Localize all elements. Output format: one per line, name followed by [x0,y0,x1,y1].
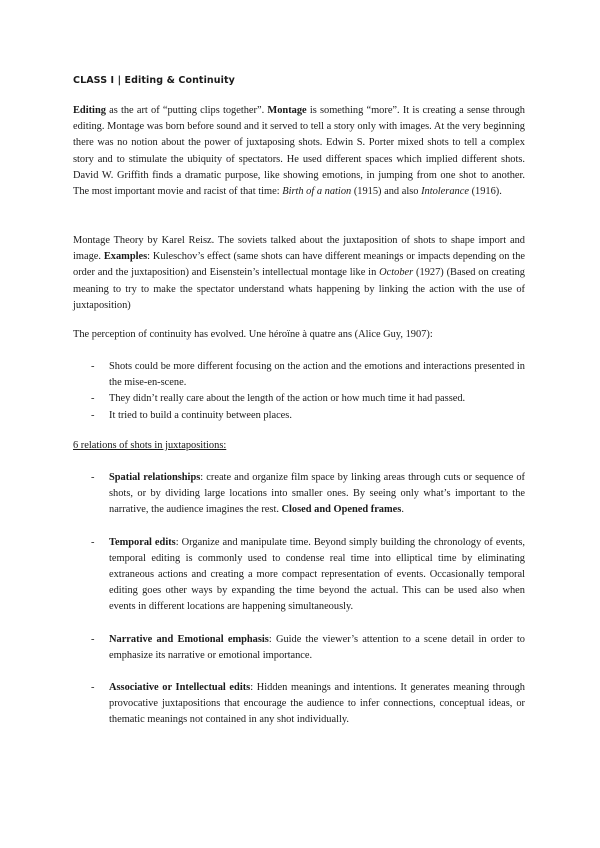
relation-item [73,470,525,519]
text-run: as the art of “putting clips together”. [105,105,268,116]
relation-text: : Hidden meanings and intentions. It generates meaning through provocative juxtapositions that encourage the audience to infer connections, conceptual ideas, or thematic meanings not contained in any shot individually. [109,682,526,726]
dash-bullet: - [91,361,95,372]
relation-text: : Organize and manipulate time. Beyond simply building the chronology of events, temporal editing is commonly used to condense real time into elliptical time by eliminating extraneous actions and creating a more compact representation of events. Occasionally temporal editing goes other ways by expanding the time beyond the actual. This can be used also when events in different locations are happening simultaneously. [109,536,525,613]
relation-item [73,680,525,729]
text-run: is something “more”. It is creating a sense through editing. Montage was born before sound and it served to tell a story only with images. At the very beginning there was no notion about the power of juxtaposing shots. Edwin S. Porter mixed shots to tell a complex story and to stimulate the ubiquity of spectators. He used different spaces which implied different shots. David W. Griffith finds a dramatic purpose, like showing emotions, in jumping from one shot to another. The most important movie and racist of that time: [73,105,526,198]
term-montage: Montage [267,105,307,116]
dash-bullet: - [91,633,95,645]
term-editing: Editing [73,105,106,116]
list-item-text: It tried to build a continuity between places. [109,409,292,421]
relation-term: Associative or Intellectual edits [109,682,251,694]
dash-bullet: - [91,472,95,483]
relation-term: Spatial relationships [109,472,201,483]
list-item [73,408,525,424]
relation-item [73,632,525,664]
text-run: . [401,504,404,516]
dash-bullet: - [91,409,95,421]
list-item-text: They didn’t really care about the length of the action or how much time it had passed. [109,393,466,405]
film-title: Intolerance [421,186,469,198]
relation-term: Temporal edits [109,536,176,548]
term-examples: Examples [103,251,148,263]
text-run: (1916). [468,186,502,198]
text-run: : Kuleschov’s effect (same shots can have different meanings or impacts depending on the order and the juxtaposition) and Eisenstein’s intellectual montage like in [73,251,525,279]
dash-bullet: - [91,682,95,694]
relation-text: : create and organize film space by linking areas through cuts or sequence of shots, or by dividing large locations into smaller ones. By seeing only what’s important to the narrative, the audience imagines the rest. [109,472,525,516]
text-run: Montage Theory by Karel Reisz. The soviets talked about the juxtaposition of shots to shape import and image. [73,235,525,263]
list-item [73,359,525,391]
paragraph-continuity: The perception of continuity has evolved. Une héroïne à quatre ans (Alice Guy, 1907): [73,329,433,340]
relation-term: Narrative and Emotional emphasis [109,633,269,645]
relation-item [73,535,525,616]
underlined-heading: 6 relations of shots in juxtapositions: [73,440,227,451]
section-heading [73,438,525,454]
list-item [73,391,525,407]
text-run: (1915) and also [351,186,422,198]
paragraph-montage-theory [73,233,525,314]
text-run: (1927) (Based on creating meaning to try to make the spectator understand whats happening by linking the action with the use of juxtaposition) [73,267,526,311]
dash-bullet: - [91,393,95,405]
relation-text: : Guide the viewer’s attention to a scene detail in order to emphasize its narrative or emotional importance. [109,633,525,661]
paragraph-editing [73,103,525,200]
page-title: CLASS I | Editing & Continuity [73,75,235,86]
dash-bullet: - [91,536,95,548]
relations-list [73,470,525,745]
list-item-text: Shots could be more different focusing on the action and the emotions and interactions presented in the mise-en-scene. [109,361,525,389]
continuity-list [73,359,525,424]
relation-term: Closed and Opened frames [281,504,402,516]
film-title: Birth of a nation [282,186,352,198]
film-title: October [379,267,414,279]
